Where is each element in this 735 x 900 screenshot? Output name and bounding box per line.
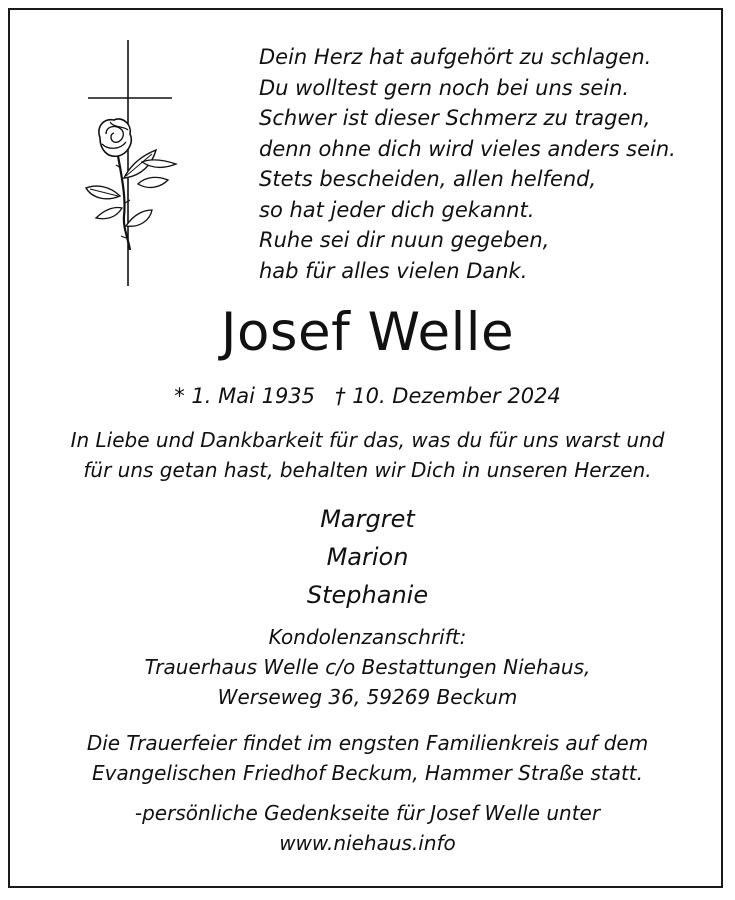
mourners-list: [0, 500, 735, 614]
poem-line: Ruhe sei dir nuun gegeben,: [259, 228, 550, 252]
condolence-address: [0, 622, 735, 712]
poem-line: Dein Herz hat aufgehört zu schlagen.: [259, 45, 652, 69]
deceased-name: Josef Welle: [220, 302, 515, 363]
funeral-info: [0, 728, 735, 788]
poem-line: so hat jeder dich gekannt.: [259, 197, 535, 222]
poem-line: Schwer ist dieser Schmerz zu tragen,: [259, 106, 651, 130]
poem-line: Stets bescheiden, allen helfend,: [259, 167, 597, 191]
life-dates: * 1. Mai 1935 † 10. Dezember 2024: [174, 384, 561, 408]
funeral-line: Die Trauerfeier findet im engsten Familienkreis auf dem: [86, 731, 649, 755]
funeral-line: Evangelischen Friedhof Beckum, Hammer Straße statt.: [92, 761, 643, 785]
cross-with-rose-icon: [80, 38, 190, 288]
tribute-line: In Liebe und Dankbarkeit für das, was du für uns warst und: [70, 428, 665, 452]
poem-line: Du wolltest gern noch bei uns sein.: [259, 75, 630, 100]
memorial-page-info: [0, 798, 735, 858]
memorial-link[interactable]: www.niehaus.info: [279, 831, 456, 855]
poem-line: hab für alles vielen Dank.: [259, 258, 528, 283]
mourner-name: Stephanie: [306, 581, 429, 609]
mourner-name: Margret: [320, 505, 415, 533]
memorial-line: -persönliche Gedenkseite für Josef Welle unter: [134, 801, 601, 825]
condolence-line: Trauerhaus Welle c/o Bestattungen Niehaus,: [144, 655, 591, 679]
condolence-heading: Kondolenzanschrift:: [268, 625, 467, 649]
poem-line: denn ohne dich wird vieles anders sein.: [259, 136, 676, 161]
tribute-text: [0, 425, 735, 485]
condolence-line: Werseweg 36, 59269 Beckum: [217, 685, 518, 709]
mourner-name: Marion: [326, 543, 409, 571]
tribute-line: für uns getan hast, behalten wir Dich in unseren Herzen.: [83, 458, 652, 482]
poem: [259, 42, 719, 286]
